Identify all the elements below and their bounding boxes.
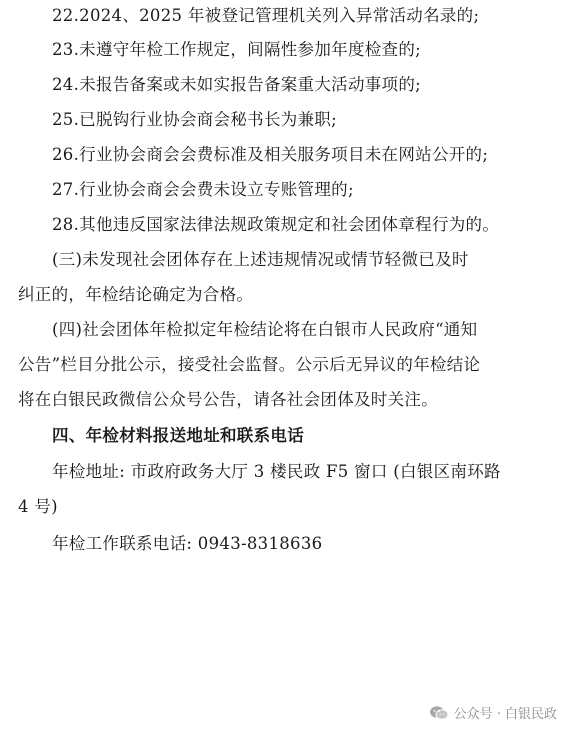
paragraph-4-line-3: 将在白银民政微信公众号公告，请各社会团体及时关注。: [18, 390, 438, 409]
address-line-1: 年检地址: 市政府政务大厅 3 楼民政 F5 窗口 (白银区南环路: [52, 462, 501, 481]
watermark-text: 公众号 · 白银民政: [453, 707, 557, 722]
list-item-27: 27.行业协会商会会费未设立专账管理的;: [52, 180, 354, 199]
list-item-26: 26.行业协会商会会费标准及相关服务项目未在网站公开的;: [52, 145, 489, 164]
list-item-28: 28.其他违反国家法律法规政策规定和社会团体章程行为的。: [52, 215, 500, 234]
watermark: [429, 703, 557, 722]
paragraph-3-line-2: 纠正的，年检结论确定为合格。: [18, 285, 254, 304]
contact-phone: 年检工作联系电话: 0943-8318636: [52, 534, 323, 553]
list-item-25: 25.已脱钩行业协会商会秘书长为兼职;: [52, 110, 337, 129]
paragraph-3-line-1: (三)未发现社会团体存在上述违规情况或情节轻微已及时: [52, 250, 469, 269]
section-heading-4: 四、年检材料报送地址和联系电话: [52, 426, 304, 445]
list-item-23: 23.未遵守年检工作规定，间隔性参加年度检查的;: [52, 40, 421, 59]
list-item-22: 22.2024、2025 年被登记管理机关列入异常活动名录的;: [52, 6, 480, 25]
list-item-24: 24.未报告备案或未如实报告备案重大活动事项的;: [52, 75, 421, 94]
wechat-icon: [429, 705, 449, 721]
address-line-2: 4 号): [18, 497, 58, 516]
paragraph-4-line-2: 公告”栏目分批公示，接受社会监督。公示后无异议的年检结论: [18, 355, 481, 374]
paragraph-4-line-1: (四)社会团体年检拟定年检结论将在白银市人民政府“通知: [52, 320, 478, 339]
